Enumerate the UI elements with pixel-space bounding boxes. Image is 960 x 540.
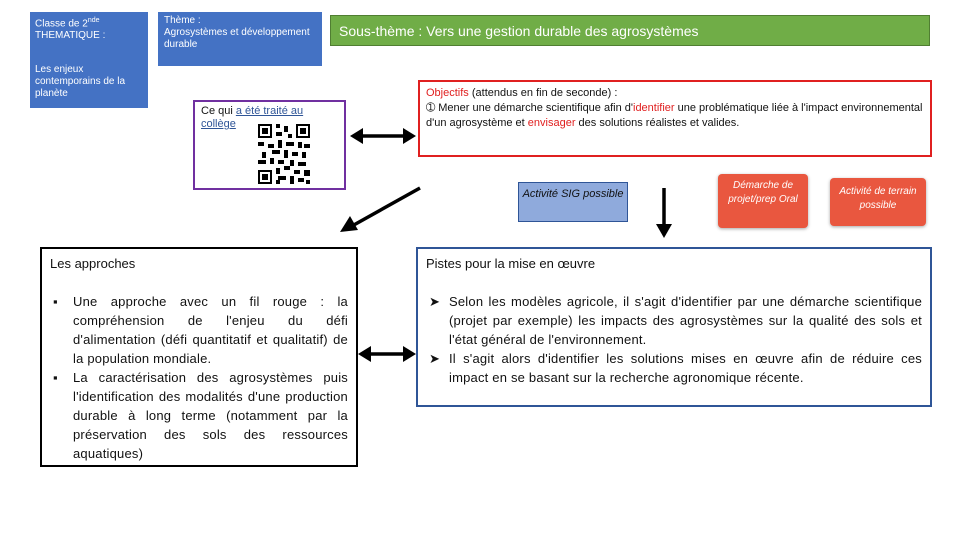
objectifs-envisager: envisager — [527, 117, 576, 129]
classe-box — [30, 12, 148, 108]
approches-item — [50, 292, 348, 368]
activite-terrain-box — [830, 178, 926, 226]
objectifs-text — [426, 101, 924, 131]
objectifs-bullet: ➀ Mener une démarche scientifique afin d' — [426, 102, 633, 114]
classe-line1: Classe de 2nde — [35, 17, 100, 30]
theme-text: Agrosystèmes et développement durable — [164, 27, 310, 50]
approches-item-text: Une approche avec un fil rouge : la compréhension de l'enjeu du défi d'alimentation (défi quantitatif et qualitatif) de la population mondiale. — [73, 294, 348, 366]
objectifs-heading-rest: (attendus en fin de seconde) : — [468, 87, 618, 99]
arrow-bullet-icon: ➤ — [429, 351, 441, 366]
objectifs-box — [418, 80, 932, 157]
approches-list — [50, 292, 348, 463]
diagonal-arrow-icon — [338, 186, 424, 234]
pistes-item — [426, 292, 922, 349]
approches-item — [50, 368, 348, 463]
college-link[interactable]: a été traité au collège — [201, 105, 304, 130]
pistes-title: Pistes pour la mise en œuvre — [426, 256, 596, 271]
pistes-item-text: Selon les modèles agricole, il s'agit d'identifier par une démarche scientifique (projet par exemple) les impacts des agrosystèmes sur la qualité des sols et l'état général de l'environnement. — [449, 294, 922, 347]
classe-enjeux: Les enjeux contemporains de la planète — [35, 64, 126, 100]
qr-code-icon[interactable] — [258, 124, 310, 184]
pistes-item — [426, 349, 922, 387]
pistes-box — [416, 247, 932, 407]
approches-item-text: La caractérisation des agrosystèmes puis l'identification des modalités d'une production durable à long terme (notamment par la préservation des sols des ressources aquatiques) — [73, 370, 348, 461]
double-arrow-icon — [358, 344, 416, 364]
pistes-list — [426, 292, 922, 387]
sous-theme-banner — [330, 15, 930, 46]
theme-box — [158, 12, 322, 66]
activite-sig-label: Activité SIG possible — [522, 188, 624, 200]
activite-sig-box — [518, 182, 628, 222]
down-arrow-icon — [654, 188, 674, 238]
classe-line2: THEMATIQUE : — [35, 30, 106, 42]
square-bullet-icon: ▪ — [53, 370, 58, 385]
objectifs-heading — [426, 86, 924, 101]
demarche-projet-label: Démarche de projet/prep Oral — [728, 180, 798, 205]
college-prefix: Ce qui — [201, 105, 236, 117]
approches-title: Les approches — [50, 256, 136, 271]
double-arrow-icon — [350, 126, 416, 146]
approches-box — [40, 247, 358, 467]
objectifs-end: des solutions réalistes et valides. — [575, 117, 740, 129]
objectifs-identifier: identifier — [633, 102, 675, 114]
square-bullet-icon: ▪ — [53, 294, 58, 309]
objectifs-word: Objectifs — [426, 87, 469, 99]
objectifs-mid: une problématique liée à l'impact environnemental d'un agrosystème et — [426, 102, 923, 129]
activite-terrain-label: Activité de terrain possible — [839, 186, 917, 211]
arrow-bullet-icon: ➤ — [429, 294, 441, 309]
pistes-item-text: Il s'agit alors d'identifier les solutions mises en œuvre afin de réduire ces impact en se basant sur la recherche agronomique récente. — [449, 351, 922, 385]
sous-theme-text: Sous-thème : Vers une gestion durable des agrosystèmes — [339, 22, 699, 39]
theme-label: Thème : — [164, 15, 201, 26]
demarche-projet-box — [718, 174, 808, 228]
college-box — [193, 100, 346, 190]
